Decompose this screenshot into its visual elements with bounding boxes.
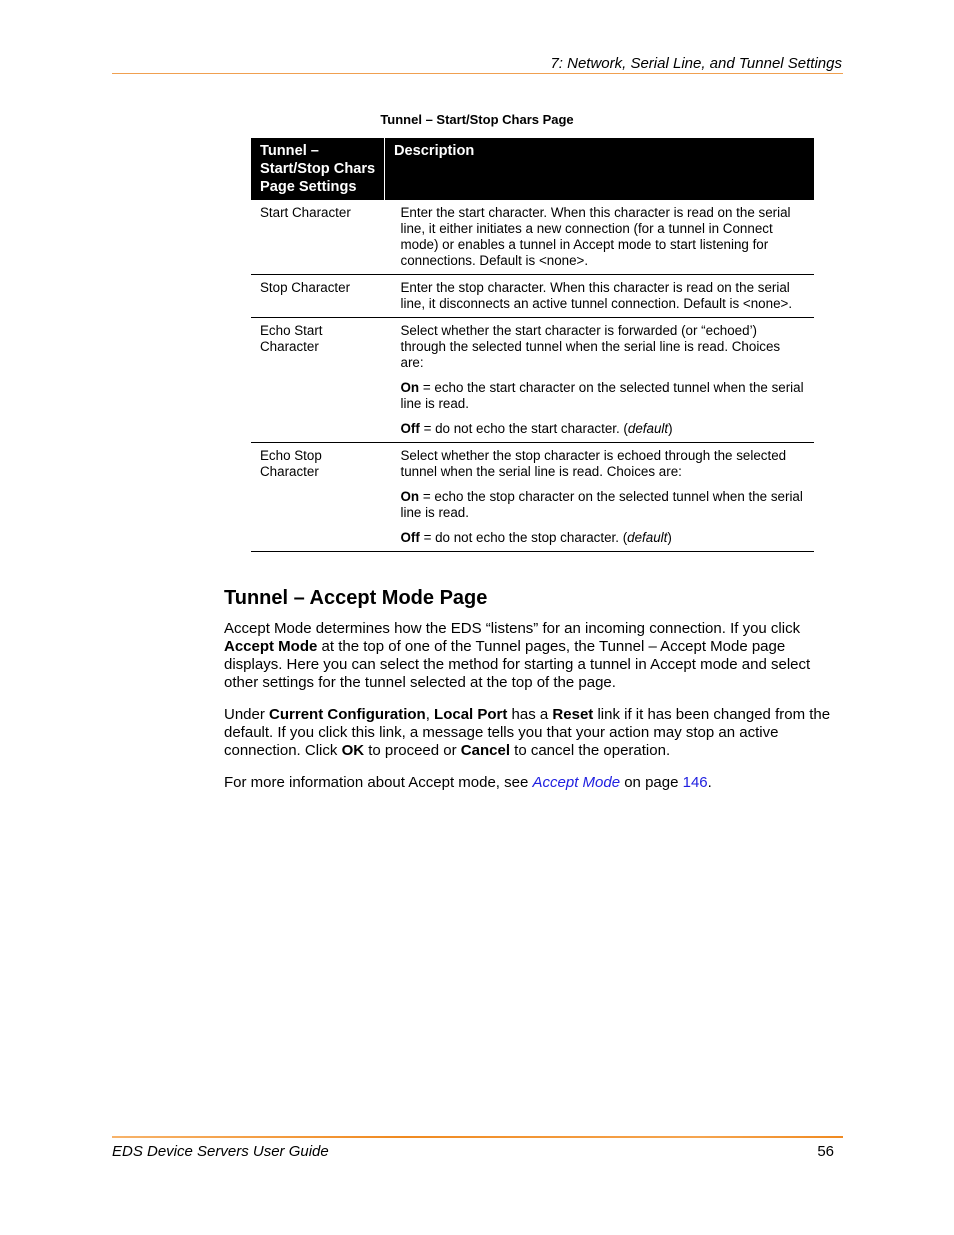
- paragraph: [224, 620, 838, 692]
- choice-close: ): [668, 421, 673, 436]
- bold-term: Reset: [552, 706, 594, 723]
- choice-text: = do not echo the stop character. (: [419, 530, 628, 545]
- choice-label: Off: [400, 421, 420, 436]
- column-header-description: Description: [385, 138, 815, 200]
- bold-term: Accept Mode: [224, 638, 318, 655]
- bold-term: Local Port: [434, 706, 508, 723]
- text-run: on page: [620, 774, 683, 791]
- setting-name: Echo Start Character: [251, 318, 385, 443]
- choice-text: = echo the start character on the selected tunnel when the serial line is read.: [400, 380, 804, 411]
- text-run: at the top of one of the Tunnel pages, the Tunnel – Accept Mode page displays. Here you can select the method for starting a tunnel in Accept mode and select other settings for the tunnel selected at the top of the page.: [224, 638, 811, 691]
- default-marker: default: [627, 530, 668, 545]
- section-heading: Tunnel – Accept Mode Page: [224, 587, 488, 609]
- table-row: [251, 443, 814, 552]
- bold-term: OK: [341, 742, 365, 759]
- choice-on: [401, 380, 807, 412]
- paragraph: [224, 774, 838, 792]
- table-row: [251, 200, 814, 275]
- text-run: ,: [425, 706, 435, 723]
- table-caption: Tunnel – Start/Stop Chars Page: [380, 112, 574, 127]
- table-header-row: [251, 138, 814, 200]
- choice-label: On: [400, 380, 420, 395]
- choice-label: Off: [400, 530, 420, 545]
- setting-name: Stop Character: [251, 275, 385, 318]
- text-run: link if it has been changed from the default. If you click this link, a message tells you that your action may stop an active connection. Click: [224, 706, 831, 759]
- setting-description: Enter the stop character. When this character is read on the serial line, it disconnects an active tunnel connection. Default is <none>.: [385, 275, 815, 318]
- choice-on: [401, 489, 807, 521]
- setting-description: [385, 318, 815, 443]
- text-run: Accept Mode determines how the EDS “listens” for an incoming connection. If you click: [224, 620, 801, 637]
- page-number-link[interactable]: 146: [682, 774, 708, 791]
- settings-table: [251, 138, 814, 552]
- choice-off: [401, 421, 807, 437]
- text-run: For more information about Accept mode, see: [224, 774, 533, 791]
- page-number: 56: [817, 1143, 834, 1160]
- text-run: has a: [507, 706, 553, 723]
- text-run: to proceed or: [364, 742, 461, 759]
- text-run: to cancel the operation.: [510, 742, 671, 759]
- setting-name: Start Character: [251, 200, 385, 275]
- text-run: .: [707, 774, 712, 791]
- description-intro: Select whether the start character is forwarded (or “echoed’) through the selected tunnel when the serial line is read. Choices are:: [400, 323, 781, 370]
- choice-close: ): [667, 530, 672, 545]
- footer-rule: [112, 1136, 843, 1138]
- table-row: [251, 275, 814, 318]
- text-run: Under: [224, 706, 270, 723]
- choice-off: [401, 530, 807, 546]
- choice-text: = do not echo the start character. (: [419, 421, 628, 436]
- setting-description: [385, 443, 815, 552]
- accept-mode-link[interactable]: Accept Mode: [532, 774, 621, 791]
- table-row: [251, 318, 814, 443]
- section-body: [224, 620, 838, 806]
- bold-term: Current Configuration: [269, 706, 426, 723]
- bold-term: Cancel: [460, 742, 510, 759]
- choice-label: On: [400, 489, 420, 504]
- paragraph: [224, 706, 838, 760]
- description-intro: Select whether the stop character is echoed through the selected tunnel when the serial line is read. Choices are:: [400, 448, 787, 479]
- chapter-title: 7: Network, Serial Line, and Tunnel Settings: [550, 55, 842, 72]
- default-marker: default: [627, 421, 669, 436]
- setting-description: Enter the start character. When this character is read on the serial line, it either initiates a new connection (for a tunnel in Connect mode) or enables a tunnel in Accept mode to start listening for connections. Default is <none>.: [385, 200, 815, 275]
- setting-name: Echo Stop Character: [251, 443, 385, 552]
- guide-title: EDS Device Servers User Guide: [112, 1143, 329, 1160]
- column-header-setting: Tunnel – Start/Stop Chars Page Settings: [251, 138, 385, 200]
- header-rule: [112, 73, 843, 74]
- choice-text: = echo the stop character on the selected tunnel when the serial line is read.: [400, 489, 803, 520]
